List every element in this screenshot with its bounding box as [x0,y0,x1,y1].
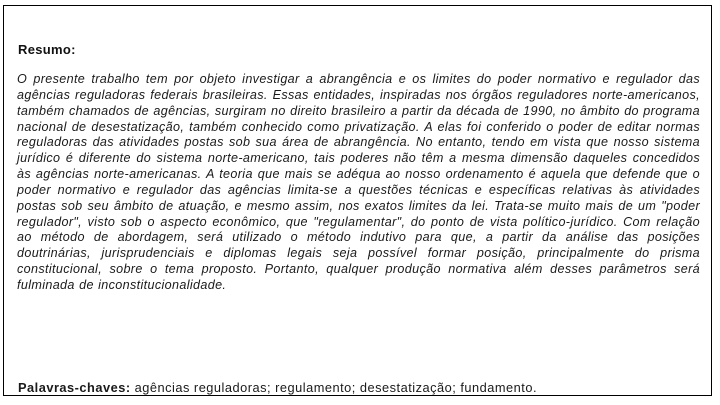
keywords-text: agências reguladoras; regulamento; desestatização; fundamento. [130,380,537,395]
keywords-line [18,380,537,395]
keywords-label: Palavras-chaves: [18,380,131,395]
abstract-body: O presente trabalho tem por objeto investigar a abrangência e os limites do poder normativo e regulador das agências reguladoras federais brasileiras. Essas entidades, inspiradas nos órgãos reguladores norte-americanos, também chamados de agências, surgiram no direito brasileiro a partir da década de 1990, no âmbito do programa nacional de desestatização, também conhecido como privatização. A elas foi conferido o poder de editar normas reguladoras das atividades postas sob sua área de abrangência. No entanto, tendo em vista que nosso sistema jurídico é diferente do sistema norte-americano, tais poderes não têm a mesma dimensão daqueles concedidos às agências norte-americanas. A teoria que mais se adéqua ao nosso ordenamento é aquela que defende que o poder normativo e regulador das agências limita-se a questões técnicas e específicas relativas às atividades postas sob seu âmbito de atuação, e mesmo assim, nos exatos limites da lei. Trata-se muito mais de um "poder regulador", visto sob o aspecto econômico, que "regulamentar", do ponto de vista político-jurídico. Com relação ao método de abordagem, será utilizado o método indutivo para que, a partir da análise das posições doutrinárias, jurisprudenciais e diplomas legais seja possível formar posição, principalmente do prisma constitucional, sobre o tema proposto. Portanto, qualquer produção normativa além desses parâmetros será fulminada de inconstitucionalidade. [17,72,700,292]
abstract-heading: Resumo: [18,42,76,57]
abstract-box [3,5,712,396]
